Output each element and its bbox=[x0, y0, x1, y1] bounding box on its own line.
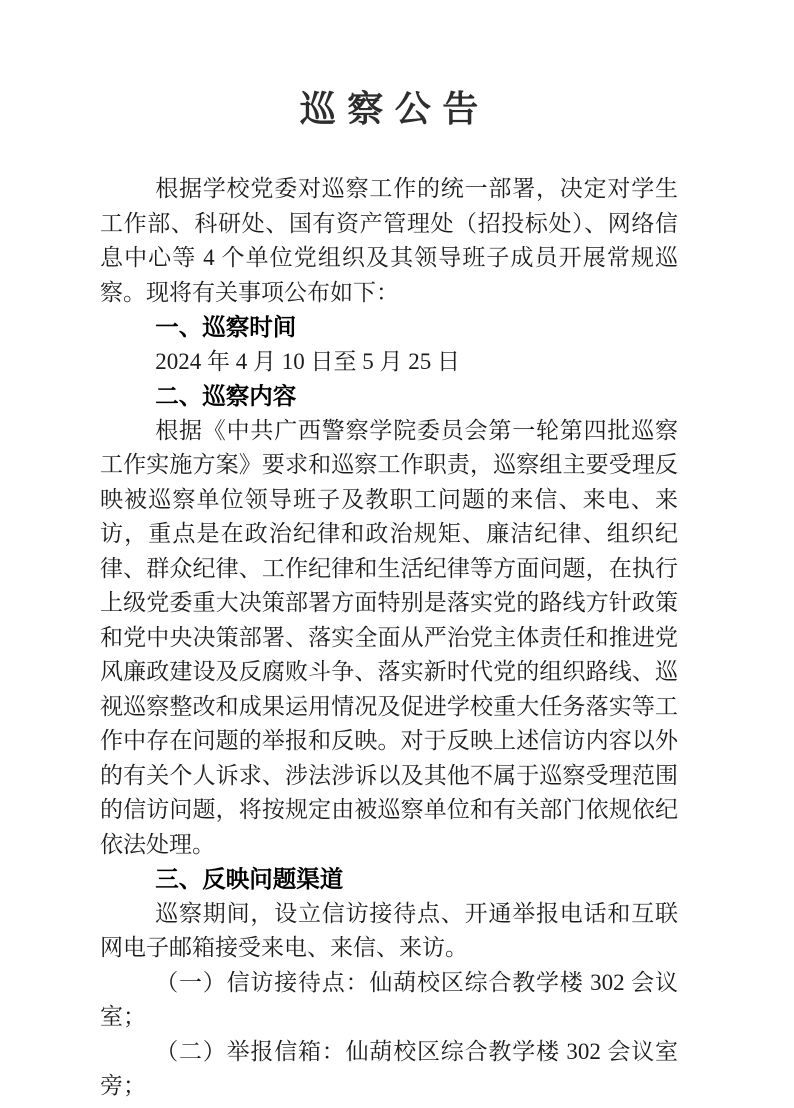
document-title: 巡察公告 bbox=[299, 89, 490, 129]
paragraph-inspection-content: 根据《中共广西警察学院委员会第一轮第四批巡察工作实施方案》要求和巡察工作职责，巡察组主要受理反映被巡察单位领导班子及教职工问题的来信、来电、来访，重点是在政治纪律和政治规矩、廉洁纪律、组织纪律、群众纪律、工作纪律和生活纪律等方面问题，在执行上级党委重大决策部署方面特别是落实党的路线方针政策和党中央决策部署、落实全面从严治党主体责任和推进党风廉政建设及反腐败斗争、落实新时代党的组织路线、巡视巡察整改和成果运用情况及促进学校重大任务落实等工作中存在问题的举报和反映。对于反映上述信访内容以外的有关个人诉求、涉法涉诉以及其他不属于巡察受理范围的信访问题，将按规定由被巡察单位和有关部门依规依纪依法处理。 bbox=[100, 417, 678, 857]
inspection-date-range: 2024 年 4 月 10 日至 5 月 25 日 bbox=[155, 348, 460, 374]
paragraph-reception-point: （一）信访接待点：仙葫校区综合教学楼 302 会议室； bbox=[100, 969, 678, 1029]
paragraph-intro: 根据学校党委对巡察工作的统一部署，决定对学生工作部、科研处、国有资产管理处（招投标处）、网络信息中心等 4 个单位党组织及其领导班子成员开展常规巡察。现将有关事项公布如下： bbox=[100, 176, 678, 305]
paragraph-report-mailbox: （二）举报信箱：仙葫校区综合教学楼 302 会议室旁； bbox=[100, 1038, 678, 1098]
paragraph-feedback-channels: 巡察期间，设立信访接待点、开通举报电话和互联网电子邮箱接受来电、来信、来访。 bbox=[100, 900, 678, 960]
section-heading-feedback-channels: 三、反映问题渠道 bbox=[155, 865, 344, 893]
section-heading-inspection-content: 二、巡察内容 bbox=[155, 382, 297, 410]
section-heading-inspection-time: 一、巡察时间 bbox=[155, 313, 297, 341]
